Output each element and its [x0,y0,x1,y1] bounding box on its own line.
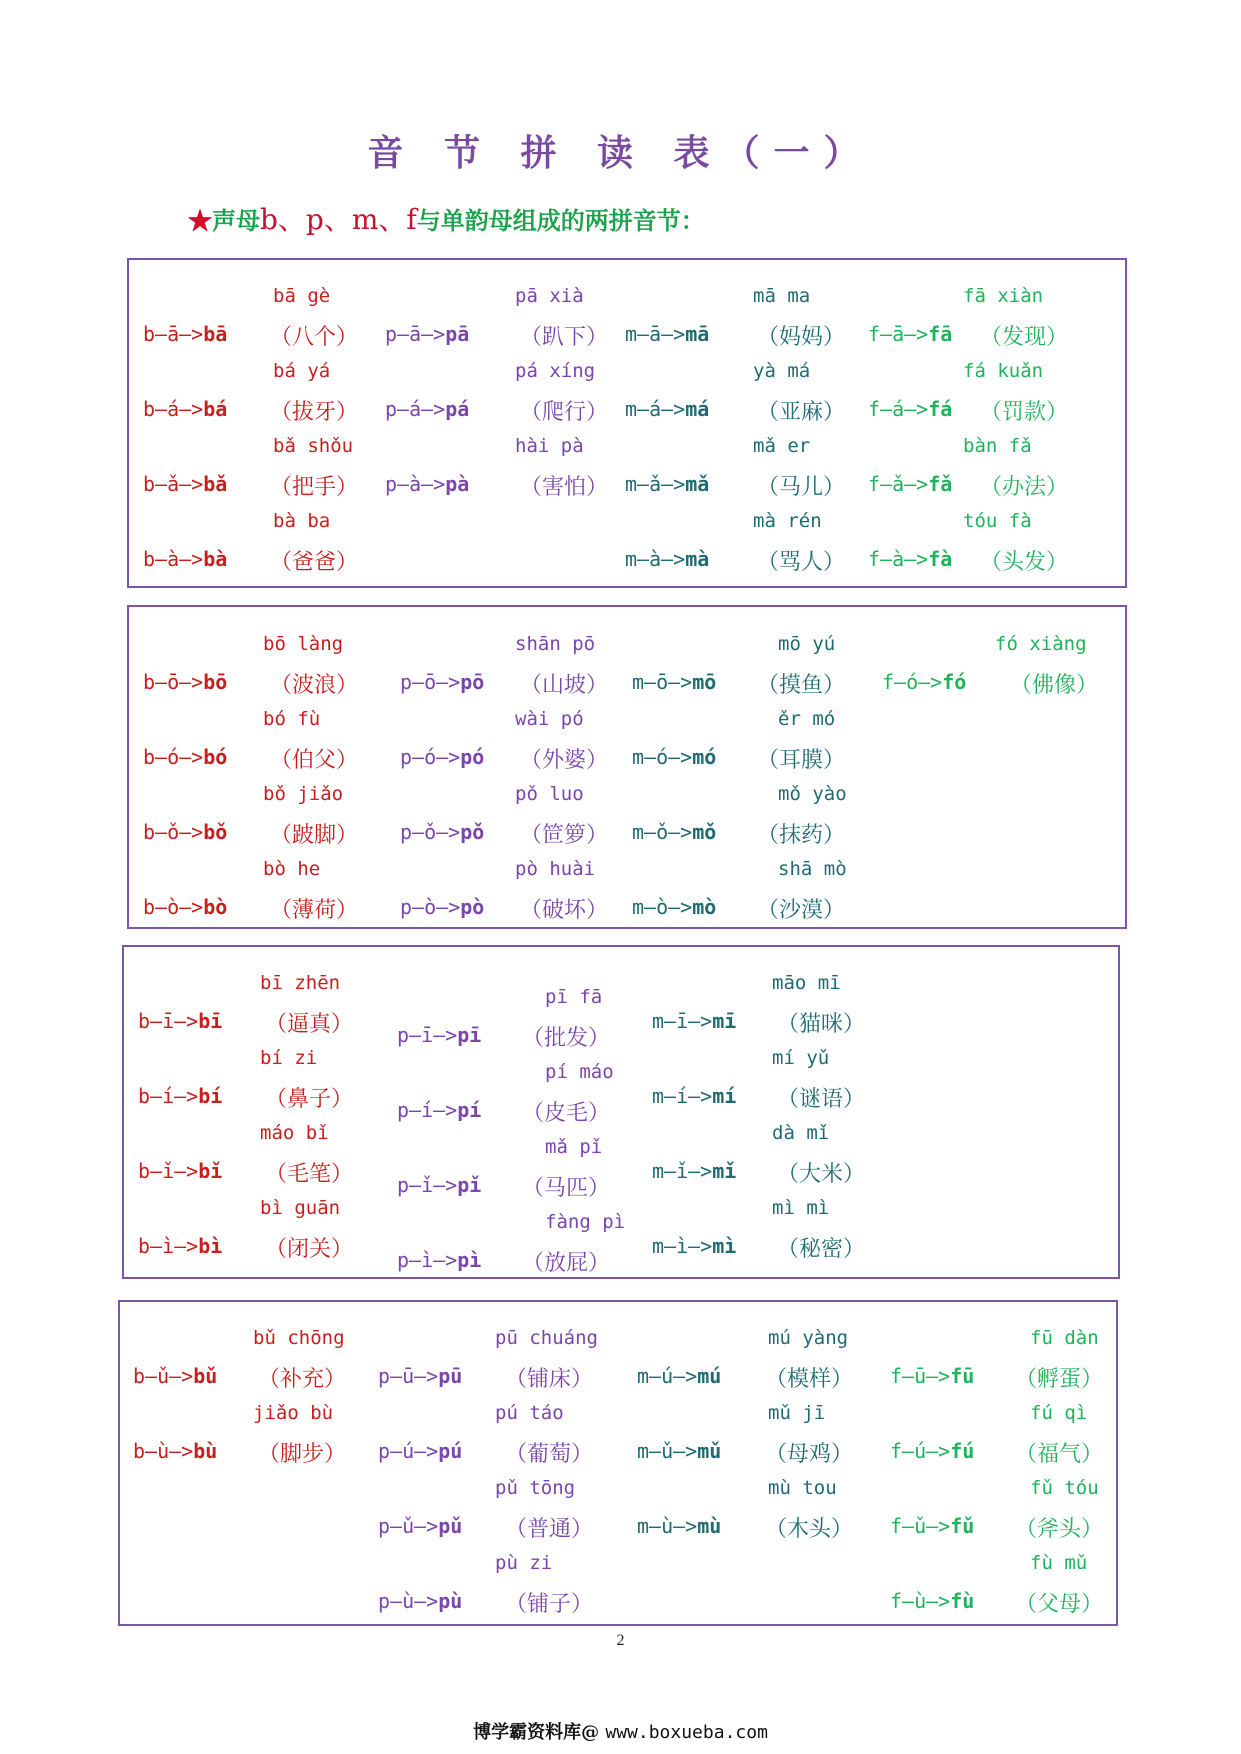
spelling-formula-m [632,895,716,919]
formula-result: fó [942,670,967,694]
pinyin-word-m: mí yǔ [772,1047,830,1069]
formula-parts: b—ī—> [138,1009,199,1033]
pinyin-word-b: bò he [263,858,321,880]
footer [0,1718,1241,1744]
spelling-formula-p [397,1173,481,1197]
pinyin-word-f: fā xiàn [963,285,1044,307]
formula-result: fǔ [950,1514,975,1538]
formula-result: pī [457,1023,482,1047]
example-word-p: （破坏） [520,898,609,923]
formula-parts: f—ǔ—> [890,1514,951,1538]
example-word-p: （放屁） [522,1251,611,1276]
pinyin-word-p: wài pó [515,708,584,730]
formula-result: bā [203,322,228,346]
formula-parts: p—ǒ—> [400,820,461,844]
example-word-b: （逼真） [265,1012,354,1037]
spelling-formula-b [143,472,227,496]
formula-result: pó [460,745,485,769]
spelling-formula-b [138,1084,222,1108]
formula-parts: m—ù—> [637,1514,698,1538]
footer-at: @ [581,1722,606,1743]
formula-result: mǒ [692,820,717,844]
spelling-formula-p [400,670,484,694]
example-word-p: （皮毛） [522,1101,611,1126]
example-word-m: （抹药） [757,823,846,848]
formula-result: mù [697,1514,722,1538]
spelling-formula-m [652,1159,736,1183]
formula-result: bǔ [193,1364,218,1388]
example-word-m: （摸鱼） [757,673,846,698]
spelling-formula-b [138,1009,222,1033]
pinyin-word-m: mǔ jī [768,1402,826,1424]
pinyin-word-f: fù mǔ [1030,1552,1088,1574]
formula-parts: p—ú—> [378,1439,439,1463]
example-word-f: （福气） [1015,1442,1104,1467]
spelling-formula-p [400,745,484,769]
spelling-formula-b [143,397,227,421]
pinyin-word-b: bó fù [263,708,321,730]
example-word-m: （亚麻） [757,400,846,425]
pinyin-word-m: shā mò [778,858,847,880]
pinyin-word-b: bī zhēn [260,972,341,994]
formula-parts: m—ǐ—> [652,1159,713,1183]
spelling-formula-m [637,1514,721,1538]
formula-result: mà [685,547,710,571]
pinyin-word-b: máo bǐ [260,1122,329,1144]
pinyin-word-p: pú táo [495,1402,564,1424]
formula-result: pǒ [460,820,485,844]
formula-parts: p—ò—> [400,895,461,919]
example-word-f: （斧头） [1015,1517,1104,1542]
pinyin-word-p: shān pō [515,633,596,655]
example-word-m: （母鸡） [765,1442,854,1467]
formula-result: mí [712,1084,737,1108]
formula-parts: f—ū—> [890,1364,951,1388]
formula-result: bí [198,1084,223,1108]
formula-parts: b—à—> [143,547,204,571]
formula-result: mā [685,322,710,346]
formula-result: bī [198,1009,223,1033]
example-word-p: （铺子） [505,1592,594,1617]
pinyin-word-p: pí máo [545,1061,614,1083]
formula-parts: p—à—> [385,472,446,496]
formula-result: pǐ [457,1173,482,1197]
pinyin-word-p: pā xià [515,285,584,307]
example-word-b: （拔牙） [270,400,359,425]
spelling-formula-m [625,397,709,421]
formula-result: pì [457,1248,482,1272]
formula-result: pà [445,472,470,496]
formula-parts: f—á—> [868,397,929,421]
formula-result: fǎ [928,472,953,496]
pinyin-word-f: fǔ tóu [1030,1477,1099,1499]
pinyin-word-f: tóu fà [963,510,1032,532]
spelling-formula-f [882,670,966,694]
example-word-m: （谜语） [777,1087,866,1112]
formula-result: bù [193,1439,218,1463]
spelling-formula-m [625,322,709,346]
pinyin-word-m: mō yú [778,633,836,655]
formula-result: pù [438,1589,463,1613]
formula-parts: p—ǔ—> [378,1514,439,1538]
spelling-formula-m [652,1084,736,1108]
pinyin-word-m: mà rén [753,510,822,532]
example-word-f: （孵蛋） [1015,1367,1104,1392]
page-title: 音 节 拼 读 表（一） [367,132,874,174]
pinyin-word-p: pá xíng [515,360,596,382]
formula-result: bǒ [203,820,228,844]
spelling-formula-m [625,547,709,571]
formula-result: fú [950,1439,975,1463]
formula-parts: p—ó—> [400,745,461,769]
example-word-b: （闭关） [265,1237,354,1262]
heading-prefix: 声母 [212,206,260,235]
pinyin-word-b: jiǎo bù [253,1402,334,1424]
pinyin-word-p: pǔ tōng [495,1477,576,1499]
spelling-formula-m [652,1234,736,1258]
example-word-m: （大米） [777,1162,866,1187]
example-word-p: （马匹） [522,1176,611,1201]
spelling-formula-f [890,1514,974,1538]
footer-name: 博学霸资料库 [473,1722,582,1743]
example-word-f: （父母） [1015,1592,1104,1617]
formula-result: bì [198,1234,223,1258]
footer-url: www.boxueba.com [605,1722,768,1743]
formula-parts: b—ǒ—> [143,820,204,844]
formula-result: mò [692,895,717,919]
spelling-formula-p [397,1098,481,1122]
pinyin-word-b: bō làng [263,633,344,655]
formula-parts: b—ǎ—> [143,472,204,496]
pinyin-word-m: ěr mó [778,708,836,730]
formula-result: mì [712,1234,737,1258]
heading-suffix: 与单韵母组成的两拼音节： [416,206,705,235]
spelling-formula-p [400,820,484,844]
formula-result: pā [445,322,470,346]
formula-parts: b—ó—> [143,745,204,769]
formula-result: fā [928,322,953,346]
formula-parts: f—ā—> [868,322,929,346]
spelling-formula-m [632,670,716,694]
formula-parts: p—ō—> [400,670,461,694]
page-number: 2 [616,1632,625,1649]
formula-result: pǔ [438,1514,463,1538]
spelling-formula-p [378,1589,462,1613]
example-word-b: （伯父） [270,748,359,773]
example-word-f: （罚款） [980,400,1069,425]
spelling-formula-f [890,1439,974,1463]
spelling-formula-f [890,1589,974,1613]
example-word-m: （耳膜） [757,748,846,773]
example-word-b: （脚步） [258,1442,347,1467]
spelling-formula-p [400,895,484,919]
formula-result: fá [928,397,953,421]
example-word-p: （铺床） [505,1367,594,1392]
example-word-b: （爸爸） [270,550,359,575]
pinyin-word-b: bǔ chōng [253,1327,345,1349]
spelling-formula-p [397,1248,481,1272]
formula-parts: b—ā—> [143,322,204,346]
formula-parts: m—ǒ—> [632,820,693,844]
pinyin-word-m: mǎ er [753,435,811,457]
formula-parts: m—à—> [625,547,686,571]
example-word-f: （头发） [980,550,1069,575]
formula-parts: b—ō—> [143,670,204,694]
pinyin-word-m: mù tou [768,1477,837,1499]
example-word-f: （佛像） [1010,673,1099,698]
pinyin-word-b: bì guān [260,1197,341,1219]
formula-result: bǐ [198,1159,223,1183]
pinyin-word-b: bā gè [273,285,331,307]
example-word-b: （补充） [258,1367,347,1392]
example-word-p: （批发） [522,1026,611,1051]
example-word-m: （秘密） [777,1237,866,1262]
pinyin-word-p: mǎ pǐ [545,1136,603,1158]
formula-parts: b—ì—> [138,1234,199,1258]
pinyin-word-p: fàng pì [545,1211,626,1233]
formula-result: pū [438,1364,463,1388]
example-word-p: （爬行） [520,400,609,425]
formula-result: bō [203,670,228,694]
spelling-formula-f [868,322,952,346]
formula-parts: m—ó—> [632,745,693,769]
spelling-formula-p [385,472,469,496]
formula-result: mú [697,1364,722,1388]
formula-parts: m—í—> [652,1084,713,1108]
formula-parts: m—á—> [625,397,686,421]
pinyin-word-m: yà má [753,360,811,382]
example-word-b: （鼻子） [265,1087,354,1112]
example-word-p: （笸箩） [520,823,609,848]
formula-result: bà [203,547,228,571]
formula-result: pò [460,895,485,919]
formula-parts: b—ò—> [143,895,204,919]
formula-result: má [685,397,710,421]
formula-result: mō [692,670,717,694]
pinyin-word-f: fó xiàng [995,633,1087,655]
pinyin-word-m: mǒ yào [778,783,847,805]
formula-parts: p—ǐ—> [397,1173,458,1197]
formula-parts: p—á—> [385,397,446,421]
formula-result: mó [692,745,717,769]
star-icon: ★ [188,206,212,235]
example-word-b: （毛笔） [265,1162,354,1187]
formula-result: bá [203,397,228,421]
section-heading [188,198,705,238]
spelling-formula-m [652,1009,736,1033]
pinyin-word-f: fú qì [1030,1402,1088,1424]
example-word-m: （马儿） [757,475,846,500]
formula-result: pí [457,1098,482,1122]
example-word-f: （办法） [980,475,1069,500]
formula-result: fù [950,1589,975,1613]
example-word-m: （木头） [765,1517,854,1542]
example-word-b: （跛脚） [270,823,359,848]
example-word-m: （骂人） [757,550,846,575]
formula-parts: b—á—> [143,397,204,421]
pinyin-word-m: mú yàng [768,1327,849,1349]
formula-result: mǎ [685,472,710,496]
pinyin-word-p: pǒ luo [515,783,584,805]
pinyin-word-b: bà ba [273,510,331,532]
formula-result: mǐ [712,1159,737,1183]
formula-parts: m—ǔ—> [637,1439,698,1463]
formula-result: fà [928,547,953,571]
spelling-formula-b [133,1364,217,1388]
example-word-p: （普通） [505,1517,594,1542]
pinyin-word-f: bàn fǎ [963,435,1032,457]
formula-parts: p—ì—> [397,1248,458,1272]
formula-parts: p—ī—> [397,1023,458,1047]
spelling-formula-b [133,1439,217,1463]
formula-result: mǔ [697,1439,722,1463]
formula-parts: f—ù—> [890,1589,951,1613]
formula-parts: b—ǐ—> [138,1159,199,1183]
pinyin-word-f: fá kuǎn [963,360,1044,382]
example-word-p: （山坡） [520,673,609,698]
example-word-m: （妈妈） [757,325,846,350]
formula-result: fū [950,1364,975,1388]
formula-result: pú [438,1439,463,1463]
formula-parts: f—ǎ—> [868,472,929,496]
spelling-formula-m [637,1439,721,1463]
pinyin-word-b: bǎ shǒu [273,435,354,457]
pinyin-word-m: mā ma [753,285,811,307]
formula-parts: m—ā—> [625,322,686,346]
formula-parts: p—ù—> [378,1589,439,1613]
spelling-formula-b [143,670,227,694]
formula-result: bǎ [203,472,228,496]
pinyin-word-p: pī fā [545,986,603,1008]
spelling-formula-p [378,1364,462,1388]
spelling-formula-m [637,1364,721,1388]
spelling-formula-f [868,547,952,571]
example-word-m: （猫咪） [777,1012,866,1037]
example-word-b: （薄荷） [270,898,359,923]
spelling-formula-b [138,1234,222,1258]
spelling-formula-p [378,1514,462,1538]
spelling-formula-b [143,820,227,844]
example-word-p: （害怕） [520,475,609,500]
pinyin-word-p: pū chuáng [495,1327,598,1349]
pinyin-word-b: bí zi [260,1047,318,1069]
example-word-b: （把手） [270,475,359,500]
formula-parts: b—ǔ—> [133,1364,194,1388]
formula-parts: m—ō—> [632,670,693,694]
formula-parts: f—ú—> [890,1439,951,1463]
spelling-formula-m [632,820,716,844]
spelling-formula-p [397,1023,481,1047]
spelling-formula-m [625,472,709,496]
formula-parts: m—ò—> [632,895,693,919]
spelling-formula-b [138,1159,222,1183]
example-word-b: （波浪） [270,673,359,698]
pinyin-word-m: māo mī [772,972,841,994]
formula-result: pá [445,397,470,421]
pinyin-word-p: pò huài [515,858,596,880]
pinyin-word-p: hài pà [515,435,584,457]
spelling-formula-f [868,397,952,421]
example-word-p: （趴下） [520,325,609,350]
formula-parts: m—ì—> [652,1234,713,1258]
pinyin-word-m: mì mì [772,1197,830,1219]
spelling-formula-m [632,745,716,769]
formula-parts: f—ó—> [882,670,943,694]
formula-result: bò [203,895,228,919]
example-word-p: （葡萄） [505,1442,594,1467]
formula-result: bó [203,745,228,769]
formula-parts: p—ū—> [378,1364,439,1388]
formula-parts: p—í—> [397,1098,458,1122]
pinyin-word-b: bǒ jiǎo [263,783,344,805]
spelling-formula-b [143,895,227,919]
example-word-p: （外婆） [520,748,609,773]
spelling-formula-p [385,397,469,421]
spelling-formula-b [143,547,227,571]
formula-parts: f—à—> [868,547,929,571]
pinyin-word-p: pù zi [495,1552,553,1574]
formula-parts: m—ú—> [637,1364,698,1388]
spelling-formula-f [890,1364,974,1388]
example-word-m: （沙漠） [757,898,846,923]
formula-parts: b—í—> [138,1084,199,1108]
formula-parts: p—ā—> [385,322,446,346]
example-word-b: （八个） [270,325,359,350]
example-word-f: （发现） [980,325,1069,350]
spelling-formula-b [143,745,227,769]
formula-result: pō [460,670,485,694]
pinyin-word-m: dà mǐ [772,1122,830,1144]
formula-parts: b—ù—> [133,1439,194,1463]
spelling-formula-p [385,322,469,346]
example-word-m: （模样） [765,1367,854,1392]
heading-letters: b、p、m、f [260,203,417,236]
pinyin-word-f: fū dàn [1030,1327,1099,1349]
formula-parts: m—ǎ—> [625,472,686,496]
spelling-formula-b [143,322,227,346]
pinyin-word-b: bá yá [273,360,331,382]
formula-result: mī [712,1009,737,1033]
spelling-formula-f [868,472,952,496]
spelling-formula-p [378,1439,462,1463]
formula-parts: m—ī—> [652,1009,713,1033]
